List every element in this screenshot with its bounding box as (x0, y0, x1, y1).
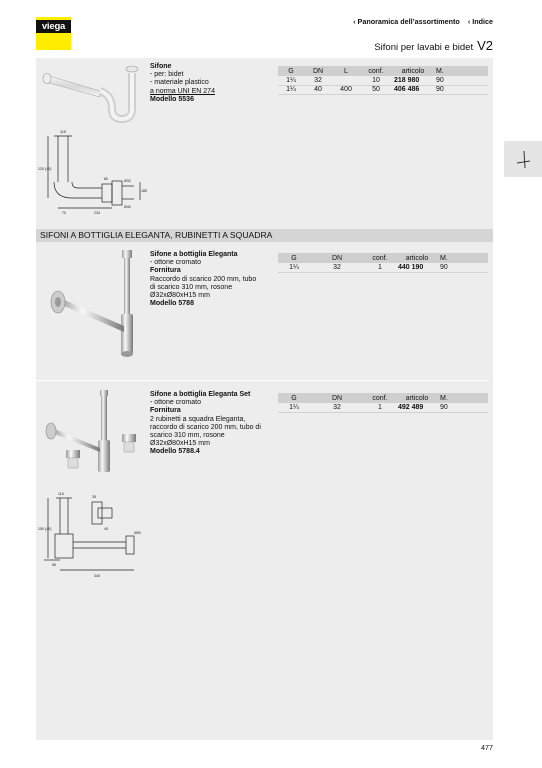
column-header: G (278, 66, 304, 76)
siphon-tab-icon (504, 141, 542, 177)
spec-table-5536 (278, 66, 488, 95)
product-image-eleganta-set-5788-4 (38, 388, 148, 480)
column-header: M. (434, 66, 488, 76)
column-header: articolo (396, 393, 438, 403)
cell-g: 1¼ (278, 403, 310, 412)
column-header: M. (438, 253, 488, 263)
product-feature: - materiale plastico (150, 79, 209, 87)
page-number: 477 (481, 743, 493, 752)
spec-table-5788 (278, 253, 488, 273)
dimension-label: 115 (60, 130, 66, 134)
cell-m: 90 (438, 403, 488, 412)
dimension-label: 340 (94, 574, 100, 578)
top-navigation (353, 17, 493, 26)
column-header: conf. (360, 66, 392, 76)
supply-line: Ø32xØ80xH15 mm (150, 292, 210, 300)
column-header: M. (438, 393, 488, 403)
column-header: conf. (364, 393, 396, 403)
cell-dn: 32 (304, 76, 332, 85)
table-row (278, 85, 488, 94)
spec-table-5788-4 (278, 393, 488, 413)
product-description-5788 (150, 251, 280, 308)
cell-g: 1¼ (278, 85, 304, 94)
product-image-eleganta-5788 (38, 246, 148, 368)
table-row (278, 76, 488, 85)
logo-text: viega (36, 20, 71, 33)
cell-articolo[interactable]: 218 980 (392, 76, 434, 85)
supply-line: raccordo di scarico 200 mm, tubo di (150, 423, 261, 431)
supply-heading: Fornitura (150, 267, 181, 275)
column-header: DN (310, 393, 364, 403)
column-header: G (278, 253, 310, 263)
side-tab[interactable] (504, 141, 542, 177)
dimension-label: 120 (40) (38, 167, 52, 171)
product-feature: - per: bidet (150, 71, 184, 79)
product-model: Modello 5536 (150, 95, 194, 103)
cell-g: 1¼ (278, 263, 310, 272)
nav-link-panoramica[interactable]: ‹ Panoramica dell’assortimento (353, 17, 460, 26)
column-header: L (332, 66, 360, 76)
column-header: DN (310, 253, 364, 263)
column-header: DN (304, 66, 332, 76)
dimension-label: Ø50 (134, 531, 141, 535)
technical-drawing-5536 (38, 126, 148, 216)
dimension-label: 80 (104, 177, 108, 181)
cell-m: 90 (434, 85, 488, 94)
supply-heading: Fornitura (150, 407, 181, 415)
cell-articolo[interactable]: 406 486 (392, 85, 434, 94)
chevron-left-icon: ‹ (467, 17, 471, 26)
cell-articolo[interactable]: 440 190 (396, 263, 438, 272)
table-header-row (278, 253, 488, 263)
section-title: SIFONI A BOTTIGLIA ELEGANTA, RUBINETTI A SQUADRA (36, 229, 493, 242)
table-row (278, 263, 488, 272)
dimension-label: 115 (58, 492, 64, 496)
product-feature: - ottone cromato (150, 399, 201, 407)
dimension-label: 234 (94, 211, 100, 215)
product-feature: - ottone cromato (150, 259, 201, 267)
chapter-code: V2 (477, 38, 493, 53)
column-header: articolo (392, 66, 434, 76)
cell-dn: 40 (304, 85, 332, 94)
product-title: Sifone (150, 63, 172, 70)
supply-line: Ø32xØ80xH15 mm (150, 440, 210, 448)
supply-line: di scarico 310 mm, rosone (150, 283, 233, 291)
product-image-sifone-5536 (38, 61, 148, 121)
product-description-5536 (150, 63, 278, 104)
product-title: Sifone a bottiglia Eleganta Set (150, 391, 251, 398)
divider (36, 380, 489, 381)
cell-g: 1¼ (278, 76, 304, 85)
dimension-label: 35 (92, 495, 96, 499)
cell-l: 400 (332, 85, 360, 94)
dimension-label: 56 (52, 563, 56, 567)
supply-line: scarico 310 mm, rosone (150, 432, 225, 440)
cell-m: 90 (438, 263, 488, 272)
dimension-label: 185 (141, 189, 147, 193)
column-header: G (278, 393, 310, 403)
supply-line: Raccordo di scarico 200 mm, tubo (150, 275, 257, 283)
technical-drawing-5788-4 (38, 490, 148, 580)
dimension-label: 45 (104, 527, 108, 531)
dimension-label: 150 (40) (38, 527, 52, 531)
viega-logo (36, 17, 71, 50)
cell-conf: 1 (364, 263, 396, 272)
dimension-label: Ø40 (124, 205, 131, 209)
chevron-left-icon: ‹ (353, 17, 356, 26)
product-description-5788-4 (150, 391, 280, 457)
product-model: Modello 5788.4 (150, 448, 200, 456)
supply-line: 2 rubinetti a squadra Eleganta, (150, 415, 246, 423)
table-row (278, 403, 488, 412)
dimension-label: Ø32 (124, 179, 131, 183)
cell-dn: 32 (310, 263, 364, 272)
table-header-row (278, 66, 488, 76)
dimension-label: 70 (62, 211, 66, 215)
cell-articolo[interactable]: 492 489 (396, 403, 438, 412)
column-header: conf. (364, 253, 396, 263)
cell-conf: 10 (360, 76, 392, 85)
cell-conf: 50 (360, 85, 392, 94)
page-subtitle: Sifoni per lavabi e bidet V2 (374, 38, 493, 53)
product-norm: a norma UNI EN 274 (150, 87, 215, 95)
cell-dn: 32 (310, 403, 364, 412)
nav-link-indice[interactable]: ‹ Indice (467, 17, 493, 26)
table-header-row (278, 393, 488, 403)
cell-l (332, 76, 360, 85)
cell-conf: 1 (364, 403, 396, 412)
product-title: Sifone a bottiglia Eleganta (150, 251, 238, 258)
column-header: articolo (396, 253, 438, 263)
product-model: Modello 5788 (150, 300, 194, 308)
cell-m: 90 (434, 76, 488, 85)
